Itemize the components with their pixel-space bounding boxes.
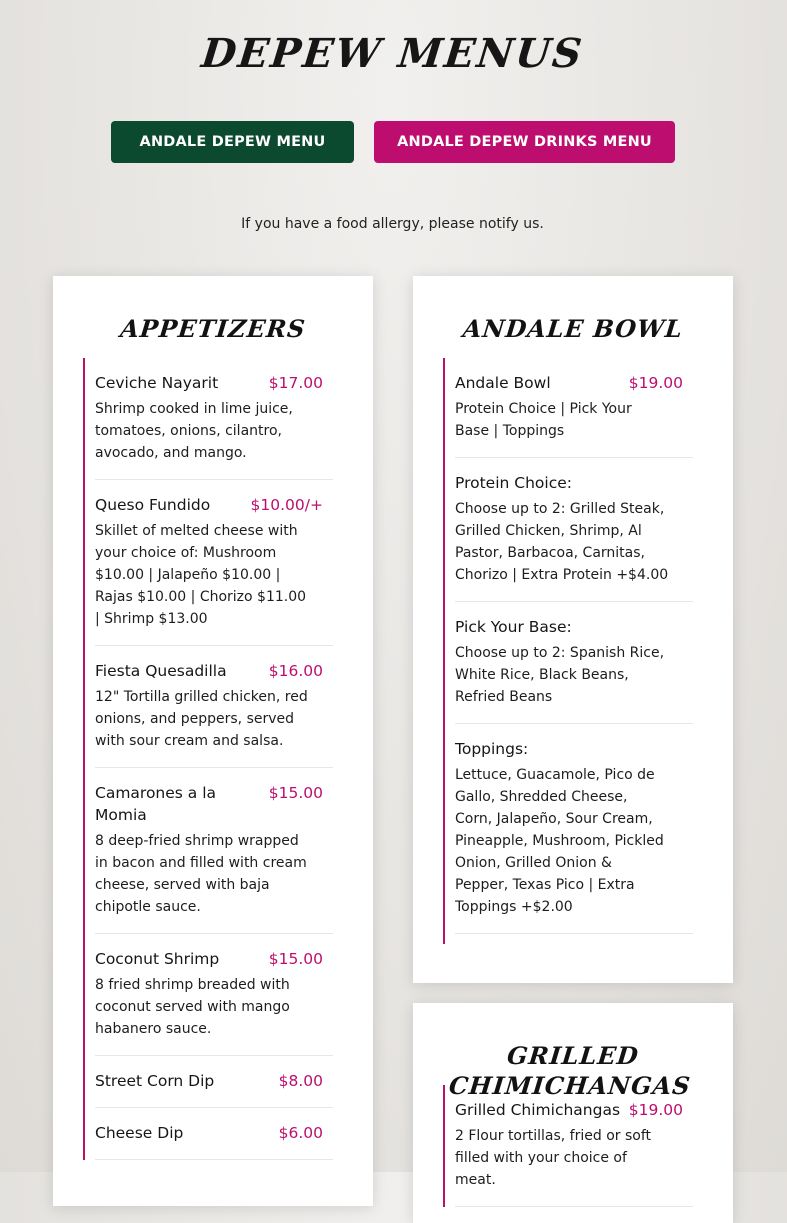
item-price: $15.00	[268, 784, 323, 802]
section-title: GRILLED CHIMICHANGAS	[447, 1041, 693, 1100]
item-name: Ceviche Nayarit	[95, 374, 219, 392]
item-price: $19.00	[628, 374, 683, 392]
menu-item	[455, 358, 693, 458]
menu-item	[95, 646, 333, 768]
andale-bowl-card	[413, 276, 733, 983]
menu-item	[455, 1085, 693, 1207]
item-description: Protein Choice | Pick Your Base | Toppings	[455, 401, 632, 439]
item-name: Toppings:	[455, 740, 529, 758]
item-name: Pick Your Base:	[455, 618, 572, 636]
menu-item	[95, 358, 333, 480]
menu-item	[95, 768, 333, 934]
item-price: $8.00	[278, 1072, 323, 1090]
item-description: Lettuce, Guacamole, Pico de Gallo, Shredded Cheese, Corn, Jalapeño, Sour Cream, Pineapple, Mushroom, Pickled Onion, Grilled Onion & Pepper, Texas Pico | Extra Toppings +$2.00	[455, 767, 664, 915]
item-name: Queso Fundido	[95, 496, 211, 514]
item-description: 8 deep-fried shrimp wrapped in bacon and filled with cream cheese, served with baja chipotle sauce.	[95, 833, 307, 915]
menu-item-list	[443, 358, 693, 944]
item-name: Andale Bowl	[455, 374, 551, 392]
menu-item	[455, 602, 693, 724]
item-price: $15.00	[268, 950, 323, 968]
item-name: Fiesta Quesadilla	[95, 662, 227, 680]
menu-item	[95, 1056, 333, 1108]
item-price: $10.00/+	[250, 496, 323, 514]
item-name: Coconut Shrimp	[95, 950, 220, 968]
menu-item	[95, 934, 333, 1056]
menu-item	[455, 724, 693, 934]
page-title: DEPEW MENUS	[199, 30, 586, 77]
item-name: Street Corn Dip	[95, 1072, 215, 1090]
menu-item-list	[443, 1085, 693, 1207]
appetizers-card	[53, 276, 373, 1206]
item-description: Shrimp cooked in lime juice, tomatoes, onions, cilantro, avocado, and mango.	[95, 401, 293, 461]
menu-item	[95, 480, 333, 646]
menu-item	[455, 458, 693, 602]
food-menu-button[interactable]: ANDALE DEPEW MENU	[111, 121, 354, 163]
item-description: Choose up to 2: Spanish Rice, White Rice, Black Beans, Refried Beans	[455, 645, 665, 705]
item-price: $17.00	[268, 374, 323, 392]
menu-item	[95, 1108, 333, 1160]
item-price: $16.00	[268, 662, 323, 680]
item-description: Choose up to 2: Grilled Steak, Grilled Chicken, Shrimp, Al Pastor, Barbacoa, Carnitas, Chorizo | Extra Protein +$4.00	[455, 501, 669, 583]
item-name: Cheese Dip	[95, 1124, 184, 1142]
item-name: Protein Choice:	[455, 474, 572, 492]
item-description: 8 fried shrimp breaded with coconut served with mango habanero sauce.	[95, 977, 290, 1037]
item-name: Grilled Chimichangas	[455, 1101, 621, 1119]
item-description: 2 Flour tortillas, fried or soft filled with your choice of meat.	[455, 1128, 652, 1188]
item-price: $19.00	[628, 1101, 683, 1119]
allergy-notice: If you have a food allergy, please notify us.	[241, 216, 544, 232]
item-description: Skillet of melted cheese with your choice of: Mushroom $10.00 | Jalapeño $10.00 | Rajas $10.00 | Chorizo $11.00 | Shrimp $13.00	[95, 523, 307, 627]
section-title: ANDALE BOWL	[461, 314, 685, 343]
chimichangas-card	[413, 1003, 733, 1223]
item-price: $6.00	[278, 1124, 323, 1142]
section-title: APPETIZERS	[118, 314, 308, 343]
drinks-menu-button[interactable]: ANDALE DEPEW DRINKS MENU	[374, 121, 675, 163]
menu-item-list	[83, 358, 333, 1160]
item-name: Camarones a la Momia	[95, 784, 217, 824]
item-description: 12" Tortilla grilled chicken, red onions, and peppers, served with sour cream and salsa.	[95, 689, 308, 749]
